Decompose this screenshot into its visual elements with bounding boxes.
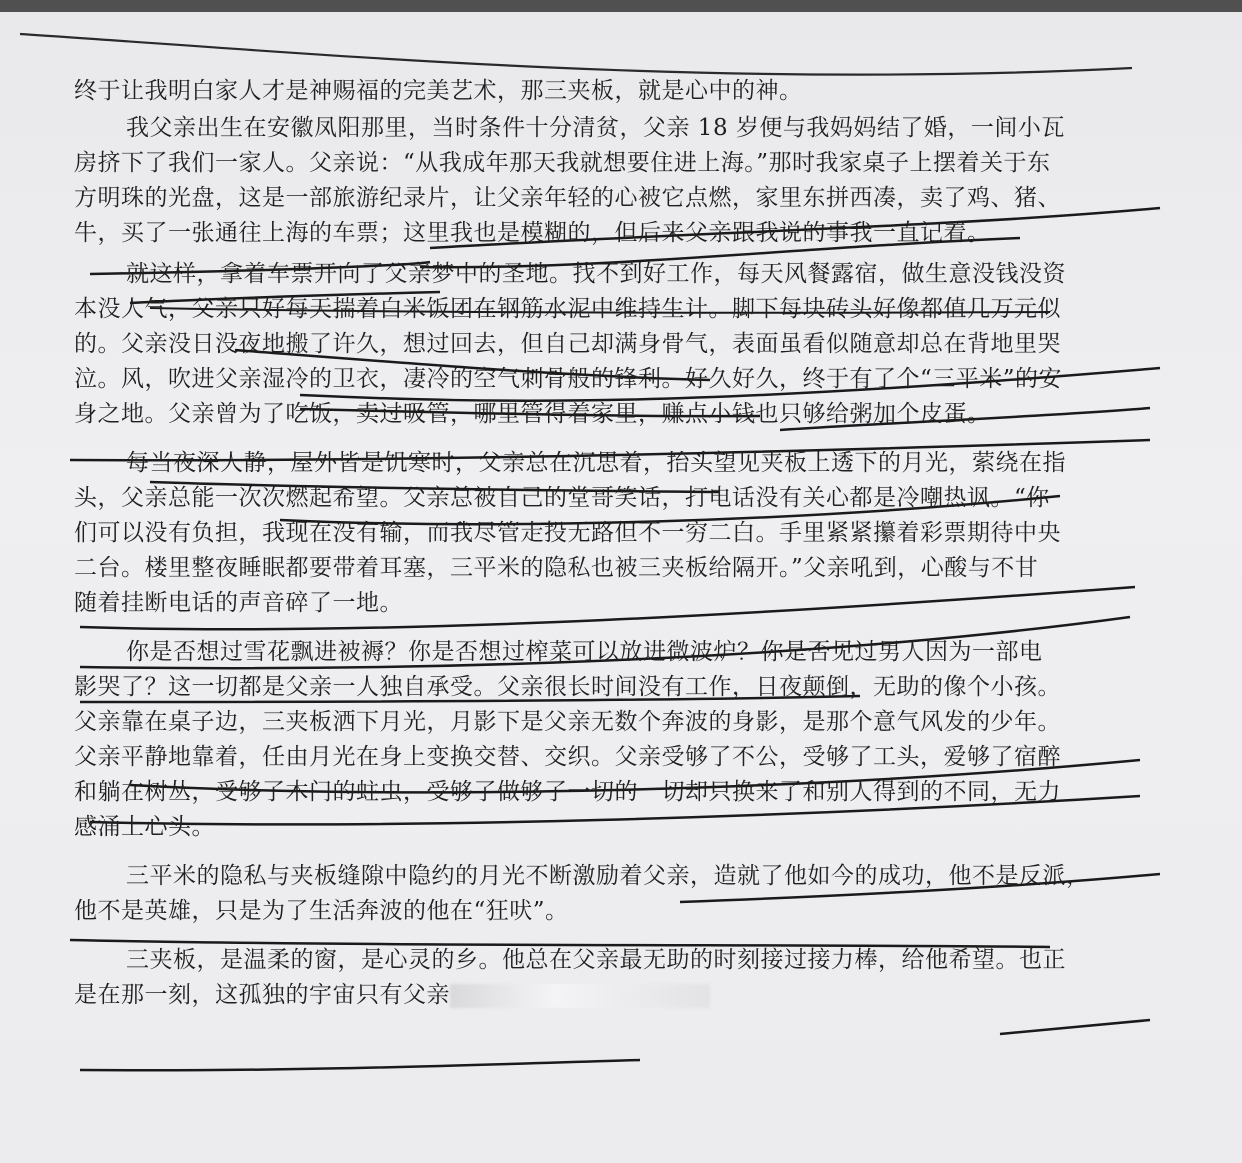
text-line: 随着挂断电话的声音碎了一地。 [74, 590, 403, 616]
text-line: 父亲平静地靠着，任由月光在身上变换交替、交织。父亲受够了不公，受够了工头，爱够了宿醉 [74, 744, 1061, 770]
underline-stroke [1000, 1020, 1150, 1034]
text-line: 我父亲出生在安徽凤阳那里，当时条件十分清贫，父亲 18 岁便与我妈妈结了婚，一间小瓦 [126, 115, 1065, 141]
text-line: 方明珠的光盘，这是一部旅游纪录片，让父亲年轻的心被它点燃，家里东拼西凑，卖了鸡、猪、 [74, 185, 1061, 211]
text-line: 们可以没有负担，我现在没有输，而我尽管走投无路但不一穷二白。手里紧紧攥着彩票期待中央 [74, 520, 1061, 546]
text-fragment: 是在那一刻，这孤独的宇宙只有父亲 [74, 982, 450, 1008]
text-line: 泣。风，吹进父亲湿冷的卫衣，凄冷的空气刺骨般的锋利。好久好久，终于有了个“三平米”的安 [74, 366, 1063, 392]
text-line: 三夹板，是温柔的窗，是心灵的乡。他总在父亲最无助的时刻接过接力棒，给他希望。也正 [126, 947, 1066, 973]
underline-stroke [80, 1060, 640, 1070]
paragraph-4 [74, 446, 1164, 621]
text-line: 和躺在树丛，受够了木门的蛀虫，受够了做够了一切的一切却只换来了和别人得到的不同，无力 [74, 779, 1061, 805]
text-line-truncated [74, 978, 1164, 1013]
text-line: 感涌上心头。 [74, 814, 215, 840]
text-line: 本没人气，父亲只好每天揣着白米饭团在钢筋水泥中维持生计。脚下每块砖头好像都值几万元似 [74, 296, 1061, 322]
top-pen-line [20, 34, 1132, 75]
text-line: 你是否想过雪花飘进被褥？你是否想过榨菜可以放进微波炉？你是否见过男人因为一部电 [126, 639, 1043, 665]
text-line: 头，父亲总能一次次燃起希望。父亲总被自己的堂哥笑话，打电话没有关心都是冷嘲热讽。“你 [74, 485, 1050, 511]
scanner-top-edge [0, 0, 1242, 12]
text-line: 二台。楼里整夜睡眠都要带着耳塞，三平米的隐私也被三夹板给隔开。”父亲吼到，心酸与不甘 [74, 555, 1039, 581]
text-line: 影哭了？这一切都是父亲一人独自承受。父亲很长时间没有工作，日夜颠倒，无助的像个小孩。 [74, 674, 1061, 700]
scanned-page [0, 12, 1242, 1163]
document-body [74, 74, 1164, 1013]
paragraph-2 [74, 111, 1164, 251]
redacted-region [450, 984, 710, 1008]
paragraph-3 [74, 257, 1164, 432]
text-line: 三平米的隐私与夹板缝隙中隐约的月光不断激励着父亲，造就了他如今的成功，他不是反派， [126, 863, 1090, 889]
text-line: 的。父亲没日没夜地搬了许久，想过回去，但自己却满身骨气，表面虽看似随意却总在背地里哭 [74, 331, 1061, 357]
text-line: 牛，买了一张通往上海的车票；这里我也是模糊的，但后来父亲跟我说的事我一直记着。 [74, 220, 991, 246]
paragraph-6 [74, 859, 1164, 929]
text-line: 他不是英雄，只是为了生活奔波的他在“狂吠”。 [74, 898, 569, 924]
text-line: 每当夜深人静，屋外皆是饥寒时，父亲总在沉思着，抬头望见夹板上透下的月光，萦绕在指 [126, 450, 1066, 476]
text-line: 父亲靠在桌子边，三夹板洒下月光，月影下是父亲无数个奔波的身影，是那个意气风发的少年。 [74, 709, 1061, 735]
paragraph-5 [74, 635, 1164, 845]
paragraph-7 [74, 943, 1164, 1013]
text-line: 终于让我明白家人才是神赐福的完美艺术，那三夹板，就是心中的神。 [74, 78, 803, 104]
text-line: 房挤下了我们一家人。父亲说：“从我成年那天我就想要住进上海。”那时我家桌子上摆着关于东 [74, 150, 1051, 176]
text-line: 身之地。父亲曾为了吃饭，卖过吸管，哪里管得着家里，赚点小钱也只够给粥加个皮蛋。 [74, 401, 991, 427]
paragraph-1 [74, 74, 1164, 109]
text-line: 就这样，拿着车票开向了父亲梦中的圣地。找不到好工作，每天风餐露宿，做生意没钱没资 [126, 261, 1066, 287]
